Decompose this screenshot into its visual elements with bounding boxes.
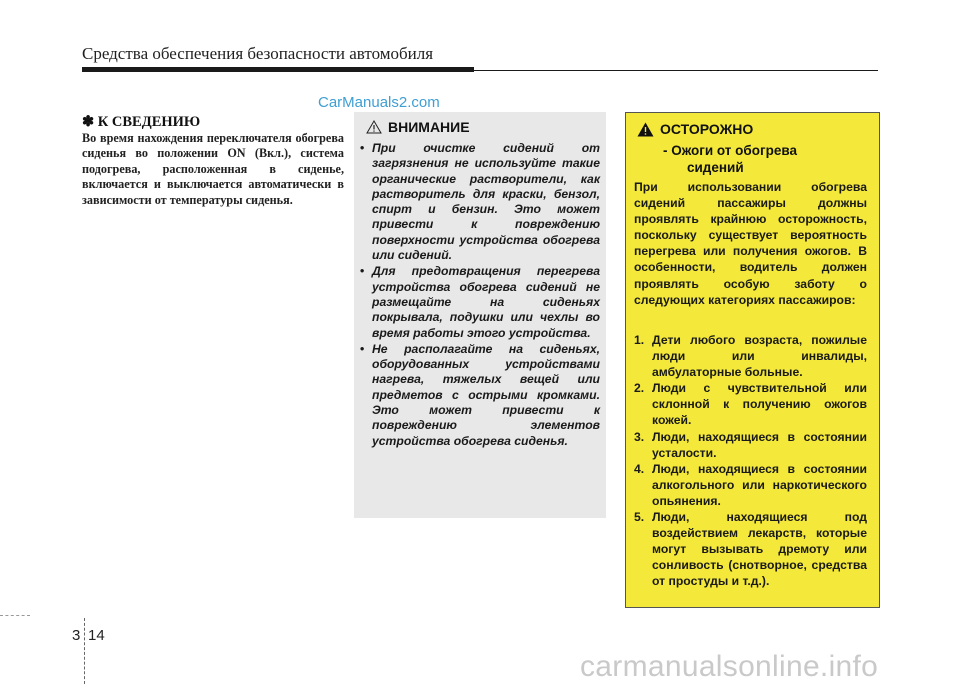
watermark-bottom: carmanualsonline.info [580,650,879,683]
caution-item [360,342,600,449]
warning-item-text: Люди, находящиеся под воздействием лекарств, которые могут вызывать дремоту или сонливость (снотворное, средства от простуды и т.д.). [652,510,867,589]
caution-triangle-icon [366,120,382,134]
section-title: Средства обеспечения безопасности автомобиля [82,44,434,63]
chapter-number: 3 [72,627,81,644]
warning-list [634,332,867,590]
watermark-top: CarManuals2.com [318,94,440,111]
warning-item-number: 5. [634,510,645,525]
warning-title: ОСТОРОЖНО [660,121,754,137]
warning-item [634,509,867,589]
caution-list [360,141,600,450]
warning-item-text: Люди, находящиеся в состоянии алкогольного или наркотического опьянения. [652,461,867,508]
caution-item-text: Не располагайте на сиденьях, оборудованных устройствами нагрева, тяжелых вещей или предметов с острыми кромками. Это может привести к повреждению элементов устройства обогрева сиденья. [372,341,600,448]
caution-header [366,119,470,135]
caution-item-text: При очистке сидений от загрязнения не используйте такие органические растворители, как растворитель для краски, бензол, спирт и бензин. Это может привести к повреждению поверхности устройства обогрева или сидений. [372,141,600,263]
warning-subtitle-line2: сидений [687,160,744,175]
bullet-icon: • [360,141,365,155]
warning-item-number: 2. [634,381,645,396]
warning-item [634,429,867,461]
page-number: 14 [88,627,105,644]
warning-subtitle [663,142,863,176]
footer-rule [0,615,30,616]
page-divider [84,618,85,684]
note-body: Во время нахождения переключателя обогрева сиденья во положении ON (Вкл.), система подогрева, расположенная в сиденье, включается и выключается автоматически в зависимости от температуры сиденья. [82,131,344,207]
header-rule [82,67,474,72]
warning-item [634,380,867,428]
note-title: ✽ К СВЕДЕНИЮ [82,114,201,130]
warning-body: При использовании обогрева сидений пассажиры должны проявлять крайнюю осторожность, поскольку существует вероятность перегрева или получения ожогов. В особенности, водитель должен проявлять особую заботу о следующих категориях пассажиров: [634,180,867,307]
warning-item [634,332,867,380]
warning-item-number: 3. [634,429,645,444]
warning-item-number: 1. [634,333,645,347]
bullet-icon: • [360,341,365,356]
header-rule-thin [474,70,878,71]
warning-triangle-icon [637,122,654,137]
warning-item-text: Люди с чувствительной или склонной к получению ожогов кожей. [652,381,867,428]
caution-item [360,264,600,340]
bullet-icon: • [360,264,365,279]
warning-header [637,121,753,137]
caution-item-text: Для предотвращения перегрева устройства обогрева сидений не размещайте на сиденьях покрывала, подушки или чехлы во время работы этого устройства. [372,264,600,340]
caution-title: ВНИМАНИЕ [388,119,470,135]
warning-item-text: Дети любого возраста, пожилые люди или инвалиды, амбулаторные больные. [652,333,867,380]
warning-item [634,461,867,509]
warning-subtitle-line1: - Ожоги от обогрева [663,143,798,158]
warning-item-text: Люди, находящиеся в состоянии усталости. [652,429,867,460]
caution-item [360,141,600,263]
warning-item-number: 4. [634,461,645,476]
